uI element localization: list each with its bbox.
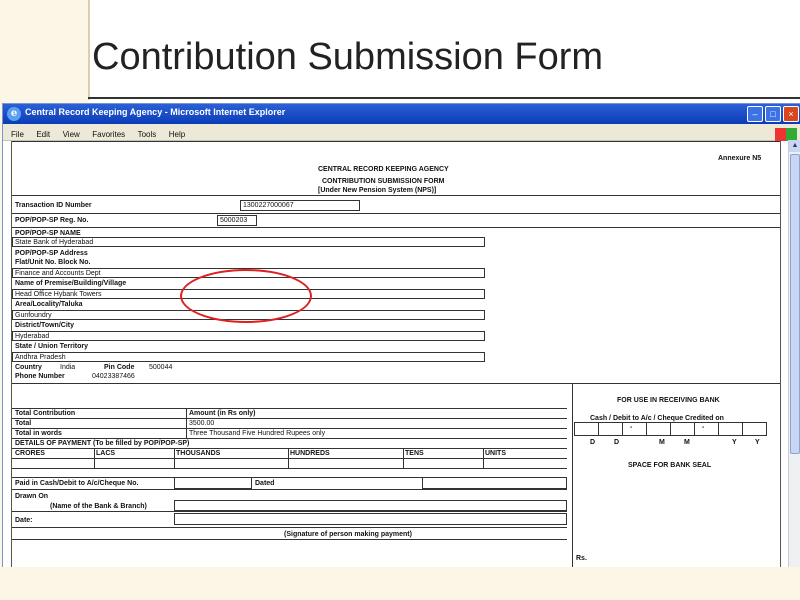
date-cell[interactable]: [694, 422, 719, 436]
row-divider: [12, 458, 567, 459]
state-field[interactable]: Andhra Pradesh: [12, 352, 485, 362]
agency-name: CENTRAL RECORD KEEPING AGENCY: [318, 166, 449, 173]
menu-tools[interactable]: Tools: [137, 130, 157, 139]
internet-explorer-icon: e: [7, 107, 21, 121]
date-cell[interactable]: [718, 422, 743, 436]
date-format-d: D: [614, 439, 620, 446]
maximize-icon[interactable]: □: [765, 106, 781, 122]
row-divider: [12, 438, 567, 439]
pop-name-field[interactable]: State Bank of Hyderabad: [12, 237, 485, 247]
browser-window: [2, 103, 800, 569]
column-lacs: LACS: [96, 450, 116, 457]
scheme-label: [Under New Pension System (NPS)]: [318, 187, 437, 194]
phone-label: Phone Number: [15, 373, 65, 380]
dated-label: Dated: [255, 480, 275, 487]
annexure-label: Annexure N5: [718, 155, 762, 162]
flat-label: Flat/Unit No. Block No.: [15, 259, 91, 266]
vertical-scrollbar[interactable]: [788, 140, 800, 568]
date-cell[interactable]: [670, 422, 695, 436]
slide-bottom-band: [0, 567, 800, 600]
column-crores: CRORES: [15, 450, 45, 457]
amount-header: Amount (in Rs only): [189, 410, 256, 417]
row-divider: [12, 539, 567, 540]
row-divider: [12, 511, 567, 512]
total-words-field[interactable]: Three Thousand Five Hundred Rupees only: [189, 430, 326, 437]
row-divider: [12, 408, 567, 409]
slide-title: Contribution Submission Form: [92, 36, 604, 78]
pin-code-value: 500044: [149, 364, 173, 371]
column-hundreds: HUNDREDS: [290, 450, 330, 457]
minimize-icon[interactable]: –: [747, 106, 763, 122]
pop-reg-label: POP/POP-SP Reg. No.: [15, 217, 89, 224]
scroll-up-icon[interactable]: ▲: [789, 140, 800, 152]
drawn-on-field[interactable]: [174, 500, 567, 511]
row-divider: [12, 468, 567, 469]
date-field[interactable]: [174, 513, 567, 525]
paid-in-label: Paid in Cash/Debit to A/c/Cheque No.: [15, 480, 139, 487]
country-value: India: [60, 364, 76, 371]
district-field[interactable]: Hyderabad: [12, 331, 485, 341]
column-units: UNITS: [485, 450, 506, 457]
transaction-id-field[interactable]: 1300227000067: [240, 200, 360, 211]
state-label: State / Union Territory: [15, 343, 88, 350]
date-separator: -: [630, 424, 633, 431]
column-divider: [186, 408, 187, 438]
drawn-on-label: Drawn On: [15, 493, 49, 500]
date-format-m: M: [659, 439, 665, 446]
total-label: Total: [15, 420, 32, 427]
row-divider: [12, 527, 567, 528]
cheque-number-field[interactable]: [174, 477, 252, 489]
bank-use-label: FOR USE IN RECEIVING BANK: [617, 397, 720, 404]
premise-label: Name of Premise/Building/Village: [15, 280, 127, 287]
slide-divider: [88, 0, 90, 100]
menu-favorites[interactable]: Favorites: [92, 130, 126, 139]
country-label: Country: [15, 364, 42, 371]
date-format-m: M: [684, 439, 690, 446]
bank-section-border: [572, 383, 573, 568]
district-label: District/Town/City: [15, 322, 74, 329]
row-divider: [12, 418, 567, 419]
date-format-d: D: [590, 439, 596, 446]
date-label: Date:: [15, 517, 33, 524]
cash-debit-label: Cash / Debit to A/c / Cheque Credited on: [590, 415, 724, 422]
row-divider: [12, 428, 567, 429]
rs-label: Rs.: [576, 555, 587, 562]
area-field[interactable]: Gunfoundry: [12, 310, 485, 320]
page-content: [3, 141, 789, 568]
flat-field[interactable]: Finance and Accounts Dept: [12, 268, 485, 278]
form-top-border: [12, 141, 780, 142]
date-cell[interactable]: [598, 422, 623, 436]
date-format-y: Y: [755, 439, 760, 446]
highlight-circle: [180, 269, 312, 323]
date-cell[interactable]: [622, 422, 647, 436]
total-contribution-label: Total Contribution: [15, 410, 76, 417]
column-thousands: THOUSANDS: [176, 450, 221, 457]
menu-edit[interactable]: Edit: [36, 130, 51, 139]
pop-address-label: POP/POP-SP Address: [15, 250, 88, 257]
window-title: Central Record Keeping Agency - Microsoft Internet Explorer: [25, 107, 286, 117]
date-format-y: Y: [732, 439, 737, 446]
column-tens: TENS: [405, 450, 424, 457]
window-titlebar: [3, 104, 800, 124]
contribution-form: [11, 141, 781, 568]
bank-name-label: (Name of the Bank & Branch): [50, 503, 147, 510]
transaction-id-label: Transaction ID Number: [15, 202, 92, 209]
bank-seal-label: SPACE FOR BANK SEAL: [628, 462, 712, 469]
phone-value: 04023387466: [92, 373, 135, 380]
window-controls: [745, 106, 799, 124]
menu-help[interactable]: Help: [168, 130, 186, 139]
row-divider: [12, 213, 780, 214]
pin-code-label: Pin Code: [104, 364, 135, 371]
date-cell[interactable]: [574, 422, 599, 436]
date-cell[interactable]: [742, 422, 767, 436]
date-cell[interactable]: [646, 422, 671, 436]
payment-details-label: DETAILS OF PAYMENT (To be filled by POP/POP-SP): [15, 440, 190, 447]
header-divider: [12, 195, 780, 196]
area-label: Area/Locality/Taluka: [15, 301, 83, 308]
row-divider: [12, 227, 780, 228]
title-underline: [88, 97, 800, 99]
date-separator: -: [702, 424, 705, 431]
form-title: CONTRIBUTION SUBMISSION FORM: [322, 178, 445, 185]
menu-view[interactable]: View: [62, 130, 80, 139]
pop-reg-field[interactable]: 5000203: [217, 215, 257, 226]
row-divider: [12, 489, 567, 490]
dated-field[interactable]: [422, 477, 567, 489]
menu-bar: [3, 124, 800, 141]
total-words-label: Total in words: [15, 430, 62, 437]
scrollbar-thumb[interactable]: [790, 154, 800, 454]
close-icon[interactable]: ×: [783, 106, 799, 122]
menu-file[interactable]: File: [11, 130, 24, 139]
pop-name-label: POP/POP-SP NAME: [15, 230, 81, 237]
section-divider: [12, 383, 780, 384]
total-amount-field[interactable]: 3500.00: [189, 420, 215, 427]
signature-label: (Signature of person making payment): [284, 531, 412, 538]
premise-field[interactable]: Head Office Hybank Towers: [12, 289, 485, 299]
